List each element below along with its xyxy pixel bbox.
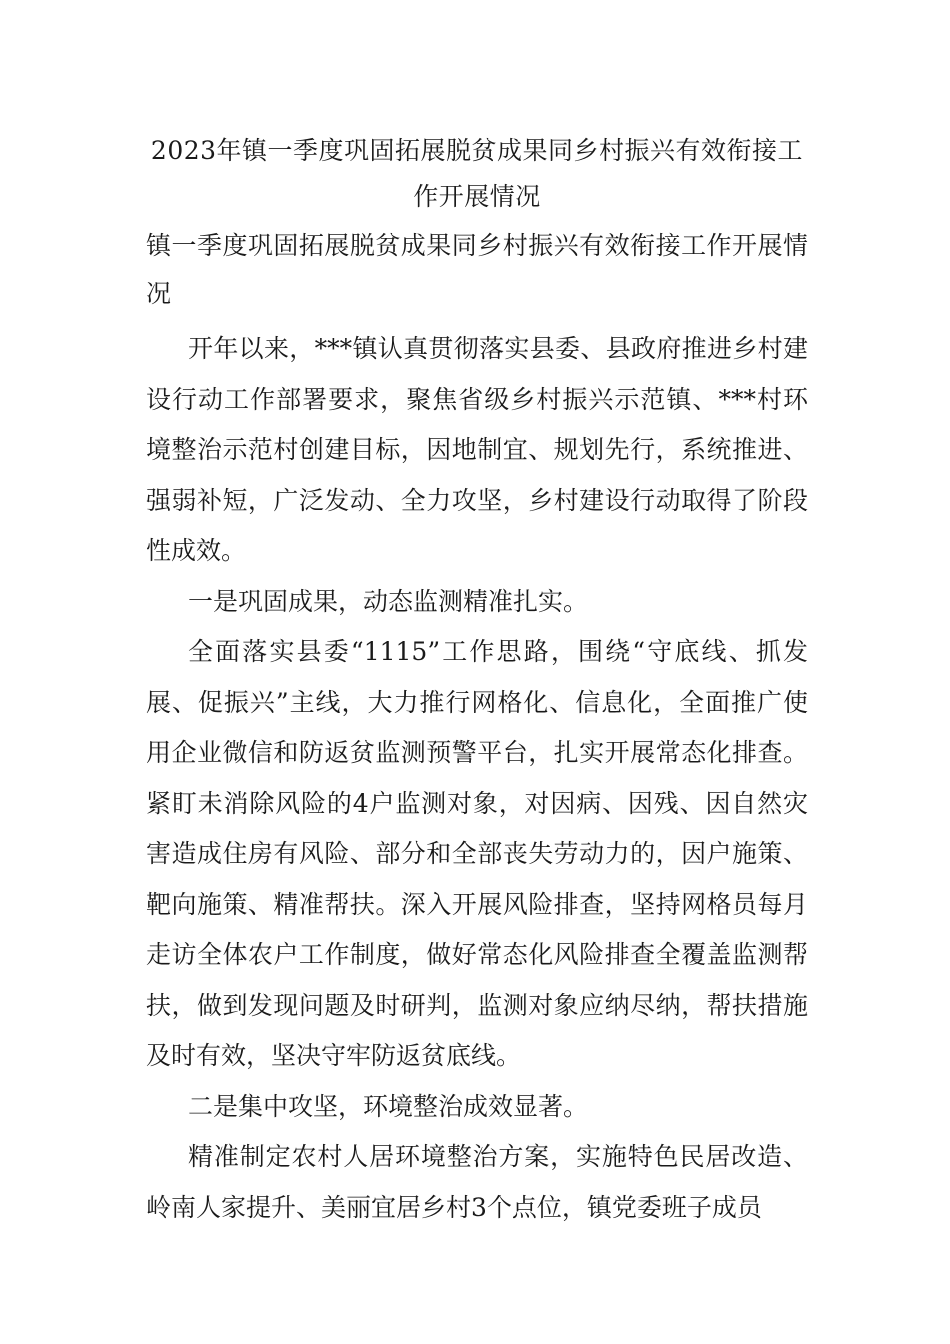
section-heading-2: 二是集中攻坚，环境整治成效显著。 xyxy=(188,1091,589,1121)
paragraph-intro: 开年以来，***镇认真贯彻落实县委、县政府推进乡村建设行动工作部署要求，聚焦省级乡村振兴示范镇、***村环境整治示范村创建目标，因地制宜、规划先行，系统推进、强弱补短，广泛发动、全力攻坚，乡村建设行动取得了阶段性成效。 xyxy=(146,334,808,565)
document-body xyxy=(146,128,808,1233)
section-heading-1: 一是巩固成果，动态监测精准扎实。 xyxy=(188,586,589,616)
document-title: 2023年镇一季度巩固拓展脱贫成果同乡村振兴有效衔接工作开展情况 xyxy=(150,136,804,211)
document-subtitle: 镇一季度巩固拓展脱贫成果同乡村振兴有效衔接工作开展情况 xyxy=(146,231,808,308)
paragraph-section-2: 精准制定农村人居环境整治方案，实施特色民居改造、岭南人家提升、美丽宜居乡村3个点位，镇党委班子成员 xyxy=(146,1142,808,1222)
paragraph-section-1: 全面落实县委“1115”工作思路，围绕“守底线、抓发展、促振兴”主线，大力推行网格化、信息化，全面推广使用企业微信和防返贫监测预警平台，扎实开展常态化排查。紧盯未消除风险的4户监测对象，对因病、因残、因自然灾害造成住房有风险、部分和全部丧失劳动力的，因户施策、靶向施策、精准帮扶。深入开展风险排查，坚持网格员每月走访全体农户工作制度，做好常态化风险排查全覆盖监测帮扶，做到发现问题及时研判，监测对象应纳尽纳，帮扶措施及时有效，坚决守牢防返贫底线。 xyxy=(146,637,808,1070)
